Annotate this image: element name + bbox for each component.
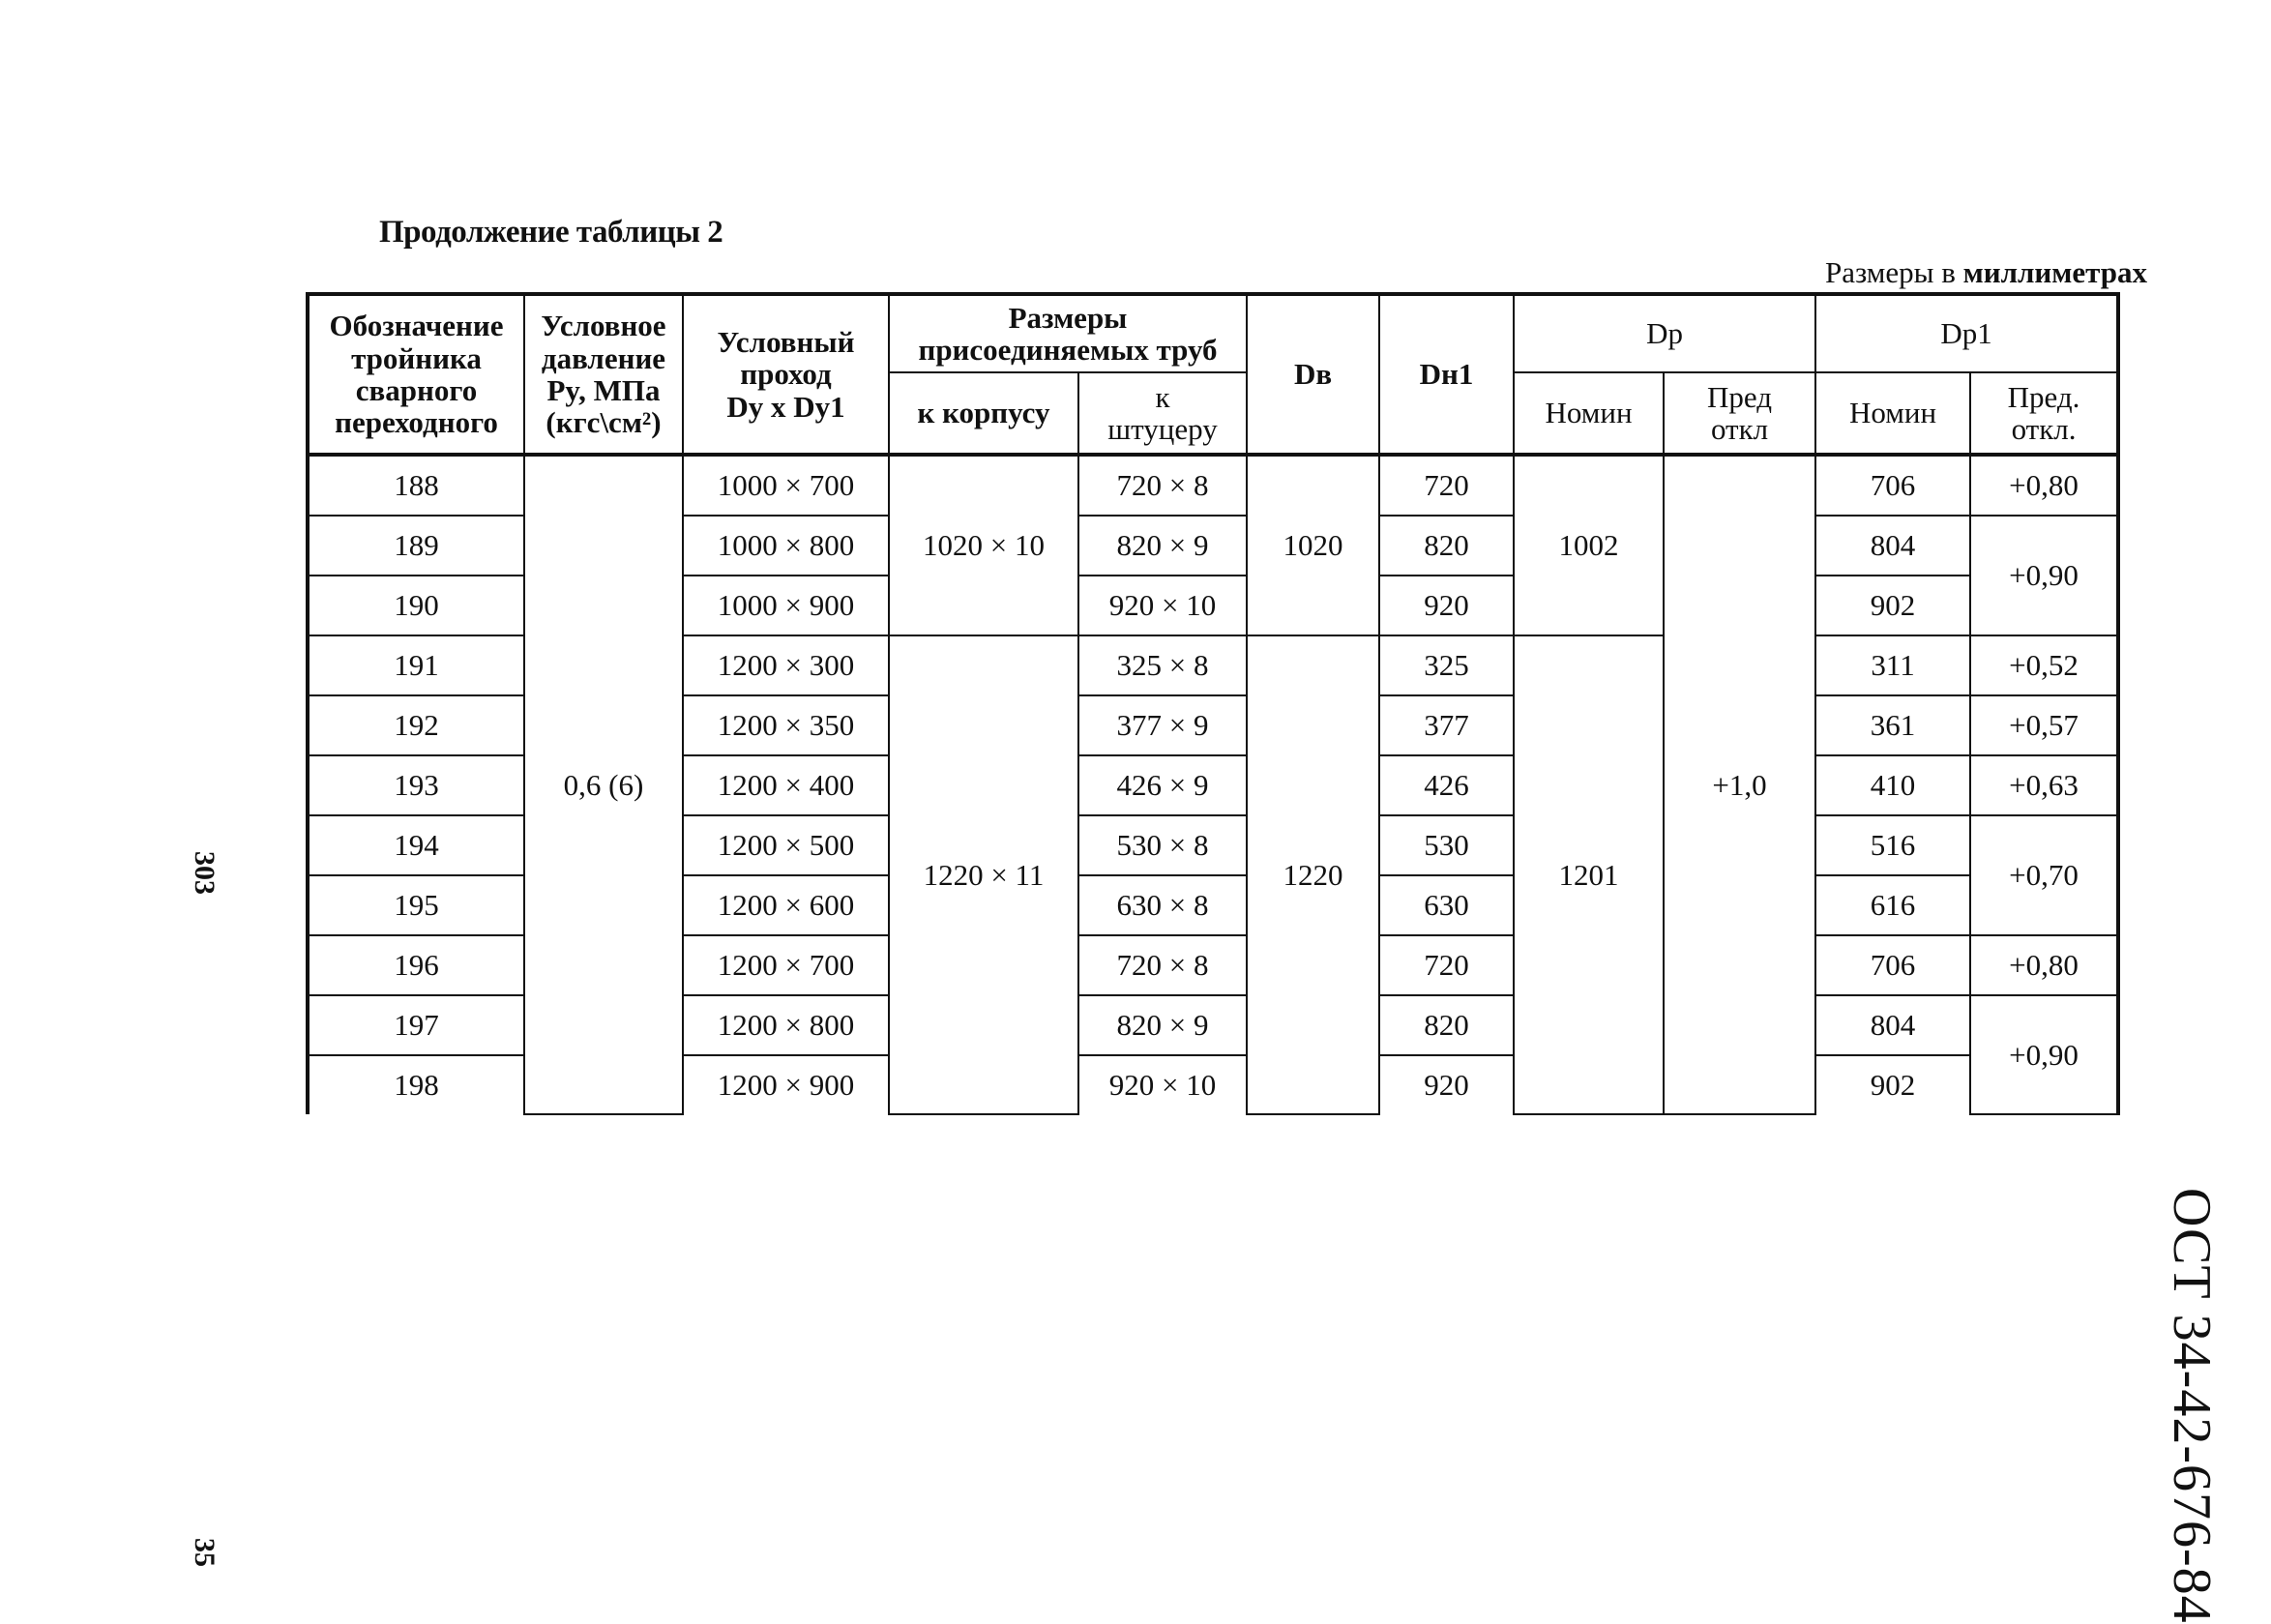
cell-dp1-nominal: 902 — [1815, 1055, 1970, 1114]
cell-bore: 1200 × 400 — [683, 755, 889, 815]
cell-dv: 1220 — [1247, 635, 1379, 1114]
cell-dn1: 920 — [1379, 576, 1514, 635]
cell-dp-nominal: 1002 — [1514, 455, 1664, 635]
header-dv: Dв — [1247, 294, 1379, 455]
cell-dp1-tolerance: +0,52 — [1970, 635, 2118, 695]
cell-dn1: 426 — [1379, 755, 1514, 815]
cell-designation: 194 — [308, 815, 524, 875]
cell-dp1-nominal: 361 — [1815, 695, 1970, 755]
cell-designation: 191 — [308, 635, 524, 695]
cell-dp1-tolerance: +0,80 — [1970, 455, 2118, 516]
cell-fitting-size: 820 × 9 — [1078, 995, 1247, 1055]
cell-designation: 196 — [308, 935, 524, 995]
header-dn1: Dн1 — [1379, 294, 1514, 455]
cell-fitting-size: 630 × 8 — [1078, 875, 1247, 935]
spec-table — [306, 292, 2120, 1115]
table-caption: Продолжение таблицы 2 — [379, 215, 723, 250]
cell-dn1: 820 — [1379, 995, 1514, 1055]
cell-bore: 1200 × 300 — [683, 635, 889, 695]
header-dp1: Dp1 — [1815, 294, 2118, 372]
header-dp-nominal: Номин — [1514, 372, 1664, 455]
header-pressure: Условное давление Py, МПа (кгс\см²) — [524, 294, 683, 455]
cell-bore: 1000 × 700 — [683, 455, 889, 516]
cell-bore: 1200 × 700 — [683, 935, 889, 995]
cell-fitting-size: 530 × 8 — [1078, 815, 1247, 875]
units-note — [1825, 255, 2147, 290]
page-number-rotated: 303 — [189, 851, 221, 895]
header-dp: Dp — [1514, 294, 1815, 372]
cell-dp-nominal: 1201 — [1514, 635, 1664, 1114]
cell-dn1: 325 — [1379, 635, 1514, 695]
cell-dp1-nominal: 516 — [1815, 815, 1970, 875]
cell-bore: 1200 × 350 — [683, 695, 889, 755]
cell-dp1-tolerance: +0,63 — [1970, 755, 2118, 815]
cell-dp1-nominal: 706 — [1815, 455, 1970, 516]
cell-dp1-tolerance: +0,80 — [1970, 935, 2118, 995]
header-dp1-nominal: Номин — [1815, 372, 1970, 455]
document-code: ОСТ 34-42-676-84 — [2162, 1188, 2222, 1624]
cell-designation: 190 — [308, 576, 524, 635]
cell-body-size: 1020 × 10 — [889, 455, 1078, 635]
cell-fitting-size: 426 × 9 — [1078, 755, 1247, 815]
cell-designation: 192 — [308, 695, 524, 755]
cell-dn1: 530 — [1379, 815, 1514, 875]
cell-dp1-tolerance: +0,90 — [1970, 516, 2118, 635]
cell-pressure: 0,6 (6) — [524, 455, 683, 1114]
cell-bore: 1200 × 500 — [683, 815, 889, 875]
cell-fitting-size: 920 × 10 — [1078, 1055, 1247, 1114]
cell-designation: 188 — [308, 455, 524, 516]
cell-body-size: 1220 × 11 — [889, 635, 1078, 1114]
cell-dp1-tolerance: +0,90 — [1970, 995, 2118, 1114]
cell-bore: 1200 × 600 — [683, 875, 889, 935]
cell-dv: 1020 — [1247, 455, 1379, 635]
cell-designation: 189 — [308, 516, 524, 576]
header-to-fitting: к штуцеру — [1078, 372, 1247, 455]
cell-bore: 1200 × 800 — [683, 995, 889, 1055]
table-row — [308, 455, 2118, 516]
units-bold: миллиметрах — [1962, 255, 2147, 289]
units-prefix: Размеры в — [1824, 255, 1963, 289]
page-number-bottom: 35 — [189, 1538, 221, 1567]
cell-fitting-size: 720 × 8 — [1078, 455, 1247, 516]
cell-fitting-size: 820 × 9 — [1078, 516, 1247, 576]
cell-dn1: 630 — [1379, 875, 1514, 935]
cell-dp1-nominal: 804 — [1815, 516, 1970, 576]
cell-designation: 198 — [308, 1055, 524, 1114]
cell-dn1: 820 — [1379, 516, 1514, 576]
cell-dp1-tolerance: +0,70 — [1970, 815, 2118, 935]
cell-dn1: 377 — [1379, 695, 1514, 755]
cell-dp1-nominal: 706 — [1815, 935, 1970, 995]
header-dp1-tolerance: Пред. откл. — [1970, 372, 2118, 455]
cell-dn1: 920 — [1379, 1055, 1514, 1114]
header-to-body: к корпусу — [889, 372, 1078, 455]
cell-dp1-nominal: 804 — [1815, 995, 1970, 1055]
cell-fitting-size: 920 × 10 — [1078, 576, 1247, 635]
cell-designation: 195 — [308, 875, 524, 935]
cell-dp1-nominal: 410 — [1815, 755, 1970, 815]
cell-fitting-size: 325 × 8 — [1078, 635, 1247, 695]
header-pipe-sizes: Размеры присоединяемых труб — [889, 294, 1247, 372]
cell-dp1-nominal: 311 — [1815, 635, 1970, 695]
cell-bore: 1000 × 800 — [683, 516, 889, 576]
cell-dn1: 720 — [1379, 455, 1514, 516]
cell-dp1-tolerance: +0,57 — [1970, 695, 2118, 755]
header-designation: Обозначение тройника сварного переходного — [308, 294, 524, 455]
cell-designation: 197 — [308, 995, 524, 1055]
cell-bore: 1200 × 900 — [683, 1055, 889, 1114]
cell-fitting-size: 720 × 8 — [1078, 935, 1247, 995]
cell-fitting-size: 377 × 9 — [1078, 695, 1247, 755]
header-dp-tolerance: Пред откл — [1664, 372, 1815, 455]
cell-designation: 193 — [308, 755, 524, 815]
cell-dp1-nominal: 902 — [1815, 576, 1970, 635]
cell-dp-tolerance: +1,0 — [1664, 455, 1815, 1114]
header-bore: Условный проход Dy x Dy1 — [683, 294, 889, 455]
cell-bore: 1000 × 900 — [683, 576, 889, 635]
cell-dp1-nominal: 616 — [1815, 875, 1970, 935]
cell-dn1: 720 — [1379, 935, 1514, 995]
